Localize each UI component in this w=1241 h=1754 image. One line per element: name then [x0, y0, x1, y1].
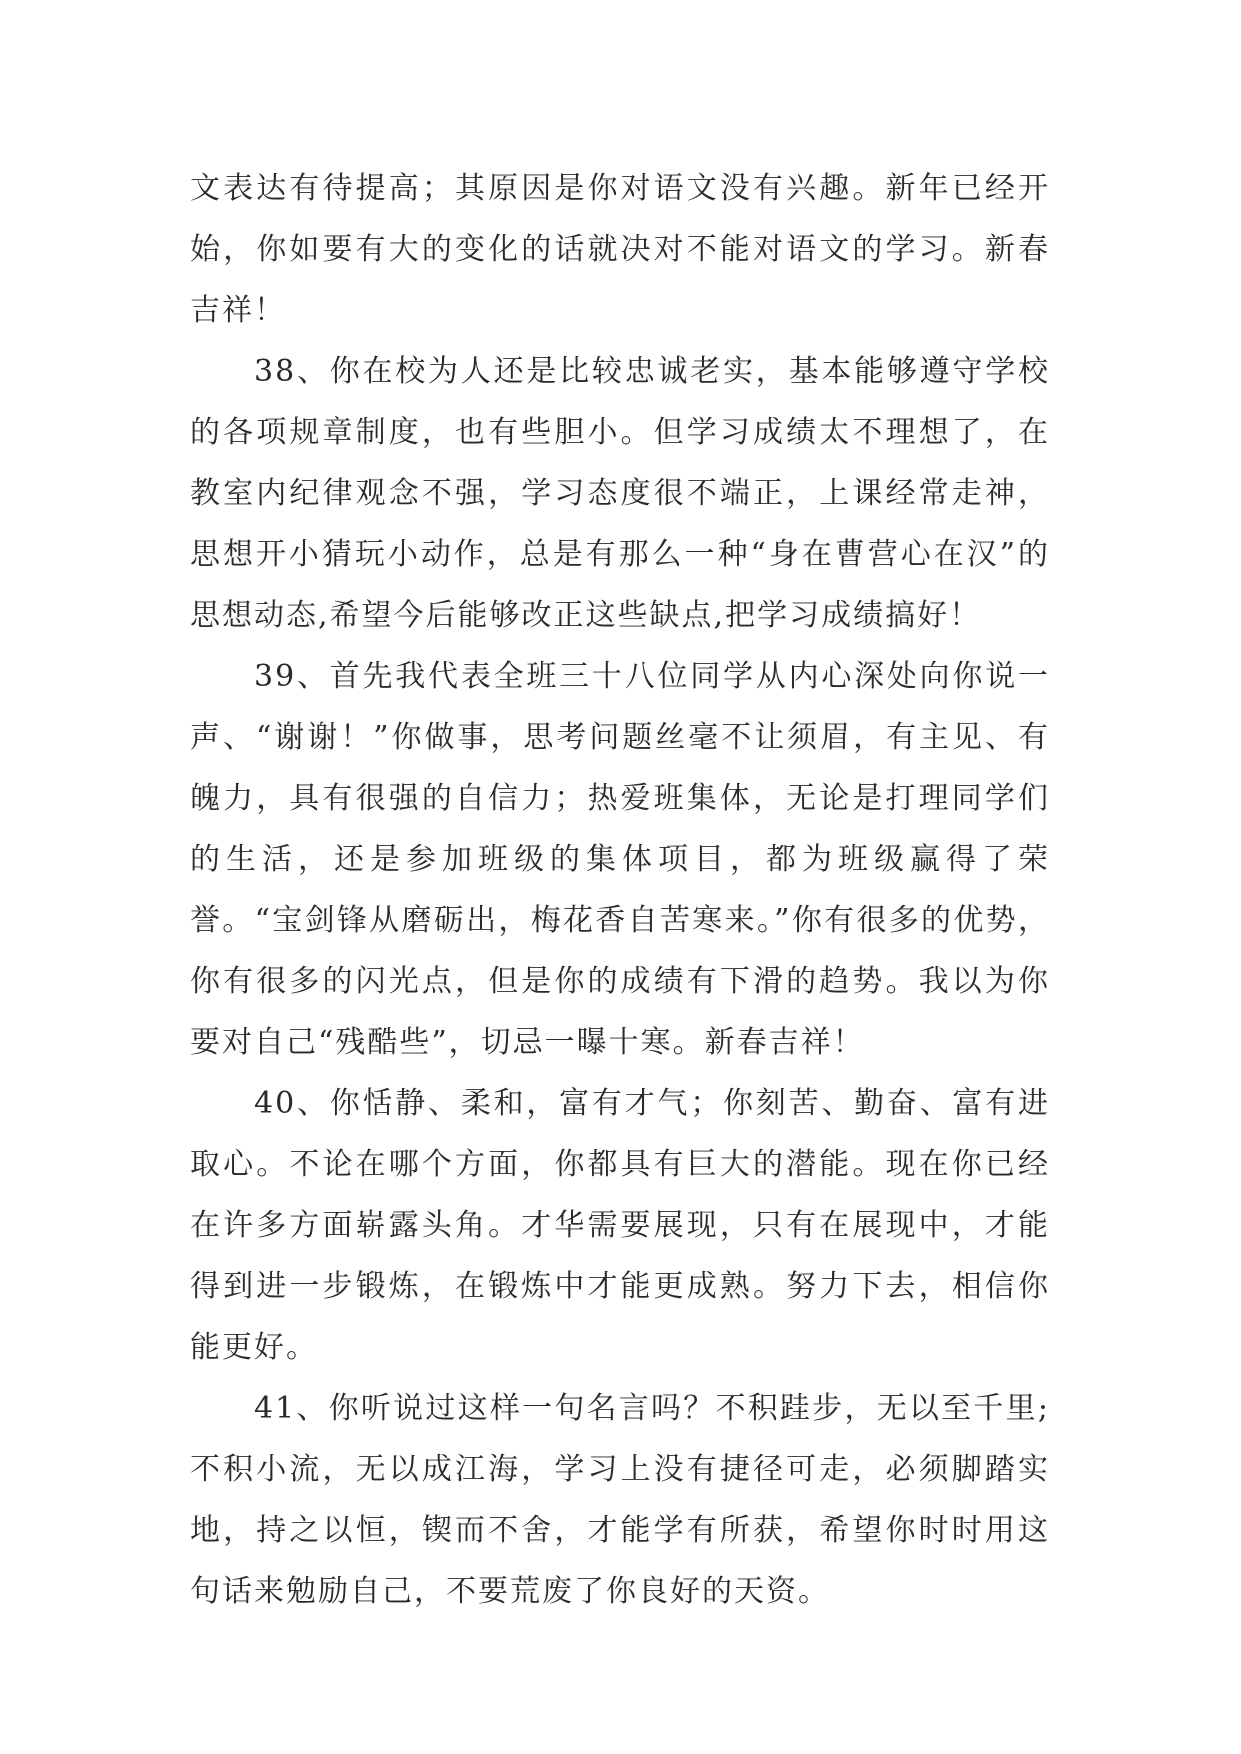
paragraph-39: 39、首先我代表全班三十八位同学从内心深处向你说一声、“谢谢！”你做事，思考问题丝毫不让须眉，有主见、有魄力，具有很强的自信力；热爱班集体，无论是打理同学们的生活，还是参加班级的集体项目，都为班级赢得了荣誉。“宝剑锋从磨砺出，梅花香自苦寒来。”你有很多的优势，你有很多的闪光点，但是你的成绩有下滑的趋势。我以为你要对自己“残酷些”，切忌一曝十寒。新春吉祥！	[190, 659, 1050, 1060]
paragraph-38: 38、你在校为人还是比较忠诚老实，基本能够遵守学校的各项规章制度，也有些胆小。但学习成绩太不理想了，在教室内纪律观念不强，学习态度很不端正，上课经常走神，思想开小猜玩小动作，总是有那么一种“身在曹营心在汉”的思想动态,希望今后能够改正这些缺点,把学习成绩搞好！	[190, 354, 1050, 633]
paragraph-41: 41、你听说过这样一句名言吗？不积跬步，无以至千里;不积小流，无以成江海，学习上没有捷径可走，必须脚踏实地，持之以恒，锲而不舍，才能学有所获，希望你时时用这句话来勉励自己，不要荒废了你良好的天资。	[190, 1391, 1050, 1609]
paragraph-continuation: 文表达有待提高；其原因是你对语文没有兴趣。新年已经开始，你如要有大的变化的话就决对不能对语文的学习。新春吉祥！	[190, 171, 1050, 328]
paragraph-40: 40、你恬静、柔和，富有才气；你刻苦、勤奋、富有进取心。不论在哪个方面，你都具有巨大的潜能。现在你已经在许多方面崭露头角。才华需要展现，只有在展现中，才能得到进一步锻炼，在锻炼中才能更成熟。努力下去，相信你能更好。	[190, 1086, 1050, 1365]
document-body	[190, 158, 1050, 1622]
